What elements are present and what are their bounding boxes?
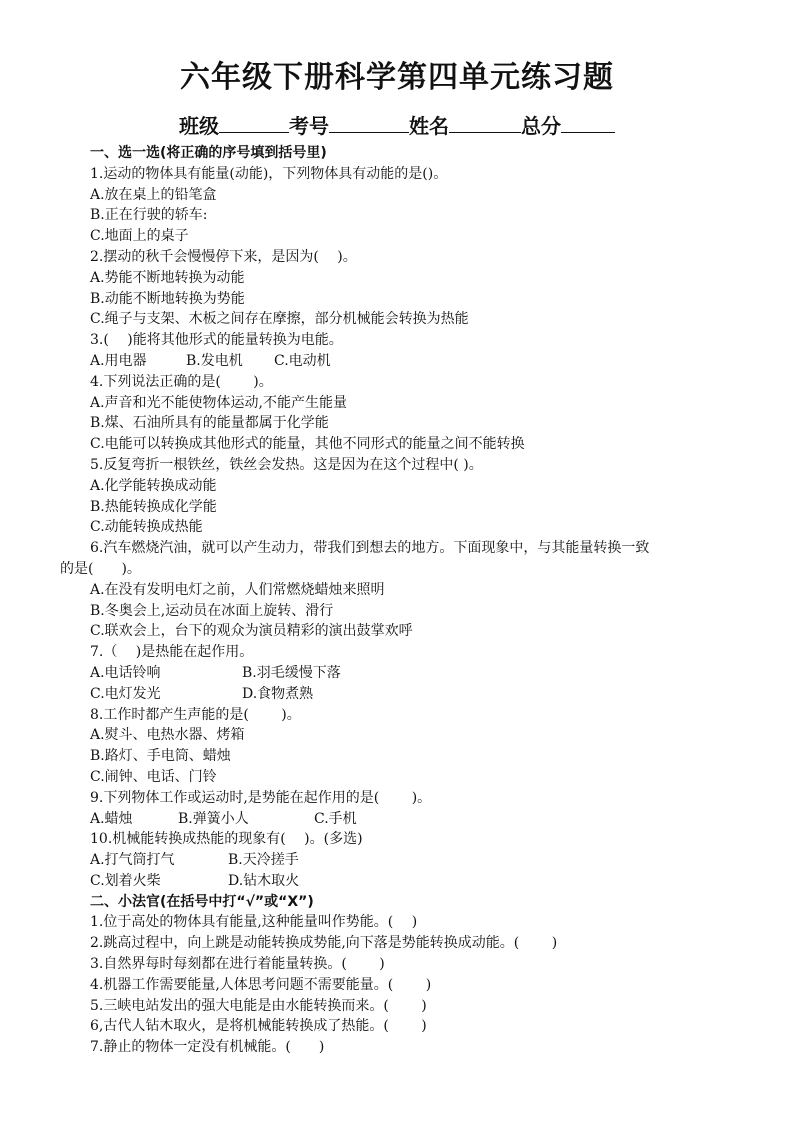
options-9 xyxy=(60,809,760,830)
student-info-line xyxy=(0,110,794,140)
option-6b: B.冬奥会上,运动员在冰面上旋转、滑行 xyxy=(90,602,334,619)
judge-item-6: 6,古代人钻木取火，是将机械能转换成了热能。( ) xyxy=(90,1018,427,1035)
question-4: 4.下列说法正确的是( )。 xyxy=(90,373,273,390)
option-9a: A.蜡烛 xyxy=(90,810,133,827)
question-5: 5.反复弯折一根铁丝，铁丝会发热。这是因为在这个过程中( )。 xyxy=(90,456,483,473)
option-3b: B.发电机 xyxy=(186,352,243,369)
option-1b: B.正在行驶的轿车: xyxy=(90,207,208,224)
option-3c: C.电动机 xyxy=(274,352,331,369)
section1-heading: 一、选一选(将正确的序号填到括号里) xyxy=(90,145,327,161)
option-10a: A.打气筒打气 xyxy=(90,852,175,869)
judge-item-3: 3.自然界每时每刻都在进行着能量转换。( ) xyxy=(90,956,385,973)
option-5c: C.动能转换成热能 xyxy=(90,519,203,536)
option-2b: B.动能不断地转换为势能 xyxy=(90,290,245,307)
option-3a: A.用电器 xyxy=(90,352,147,369)
option-10b: B.天冷搓手 xyxy=(228,852,299,869)
question-9: 9.下列物体工作或运动时,是势能在起作用的是( )。 xyxy=(90,789,432,806)
exam-no-blank[interactable] xyxy=(329,110,409,133)
judge-item-1: 1.位于高处的物体具有能量,这种能量叫作势能。( ) xyxy=(90,914,418,931)
option-7b: B.羽毛缓慢下落 xyxy=(242,664,341,681)
option-1a: A.放在桌上的铅笔盒 xyxy=(90,186,217,203)
question-10: 10.机械能转换成热能的现象有( )。(多选) xyxy=(90,831,363,848)
question-6-continued: 的是( )。 xyxy=(60,560,141,577)
options-7-row1 xyxy=(60,663,760,684)
option-2c: C.绳子与支架、木板之间存在摩擦，部分机械能会转换为热能 xyxy=(90,311,469,328)
option-6c: C.联欢会上，台下的观众为演员精彩的演出鼓掌欢呼 xyxy=(90,623,413,640)
option-9c: C.手机 xyxy=(314,810,357,827)
option-8b: B.路灯、手电筒、蜡烛 xyxy=(90,748,231,765)
question-6: 6.汽车燃烧汽油，就可以产生动力，带我们到想去的地方。下面现象中，与其能量转换一致 xyxy=(90,540,650,557)
judge-item-7: 7.静止的物体一定没有机械能。( ) xyxy=(90,1039,325,1056)
options-3 xyxy=(60,351,760,372)
option-1c: C.地面上的桌子 xyxy=(90,228,189,245)
section2-heading: 二、小法官(在括号中打“√”或“X”) xyxy=(90,893,314,910)
class-label: 班级 xyxy=(179,114,219,138)
class-blank[interactable] xyxy=(219,110,289,133)
options-10-row2 xyxy=(60,871,760,892)
score-label: 总分 xyxy=(521,114,561,138)
option-4b: B.煤、石油所具有的能量都属于化学能 xyxy=(90,415,329,432)
judge-item-5: 5.三峡电站发出的强大电能是由水能转换而来。( ) xyxy=(90,997,427,1014)
option-4a: A.声音和光不能使物体运动,不能产生能量 xyxy=(90,394,348,411)
question-1: 1.运动的物体具有能量(动能)，下列物体具有动能的是()。 xyxy=(90,165,448,182)
question-2: 2.摆动的秋千会慢慢停下来，是因为( )。 xyxy=(90,248,357,265)
option-6a: A.在没有发明电灯之前，人们常燃烧蜡烛来照明 xyxy=(90,581,385,598)
options-7-row2 xyxy=(60,684,760,705)
question-8: 8.工作时都产生声能的是( )。 xyxy=(90,706,301,723)
option-5a: A.化学能转换成动能 xyxy=(90,477,217,494)
page-title: 六年级下册科学第四单元练习题 xyxy=(180,60,614,95)
option-10d: D.钻木取火 xyxy=(228,872,300,889)
option-10c: C.划着火柴 xyxy=(90,872,161,889)
option-5b: B.热能转换成化学能 xyxy=(90,498,217,515)
question-7: 7.（ )是热能在起作用。 xyxy=(90,644,254,661)
option-7a: A.电话铃响 xyxy=(90,664,161,681)
option-7d: D.食物煮熟 xyxy=(242,685,314,702)
options-10-row1 xyxy=(60,850,760,871)
score-blank[interactable] xyxy=(561,110,615,133)
option-7c: C.电灯发光 xyxy=(90,685,161,702)
name-label: 姓名 xyxy=(409,114,449,138)
worksheet-content xyxy=(60,143,760,1058)
option-4c: C.电能可以转换成其他形式的能量，其他不同形式的能量之间不能转换 xyxy=(90,436,525,453)
question-3: 3.( )能将其他形式的能量转换为电能。 xyxy=(90,332,343,349)
option-9b: B.弹簧小人 xyxy=(178,810,249,827)
option-8c: C.闹钟、电话、门铃 xyxy=(90,768,217,785)
name-blank[interactable] xyxy=(449,110,521,133)
option-8a: A.熨斗、电热水器、烤箱 xyxy=(90,727,245,744)
judge-item-4: 4.机器工作需要能量,人体思考问题不需要能量。( ) xyxy=(90,976,432,993)
exam-no-label: 考号 xyxy=(289,114,329,138)
option-2a: A.势能不断地转换为动能 xyxy=(90,269,245,286)
judge-item-2: 2.跳高过程中，向上跳是动能转换成势能,向下落是势能转换成动能。( ) xyxy=(90,935,558,952)
